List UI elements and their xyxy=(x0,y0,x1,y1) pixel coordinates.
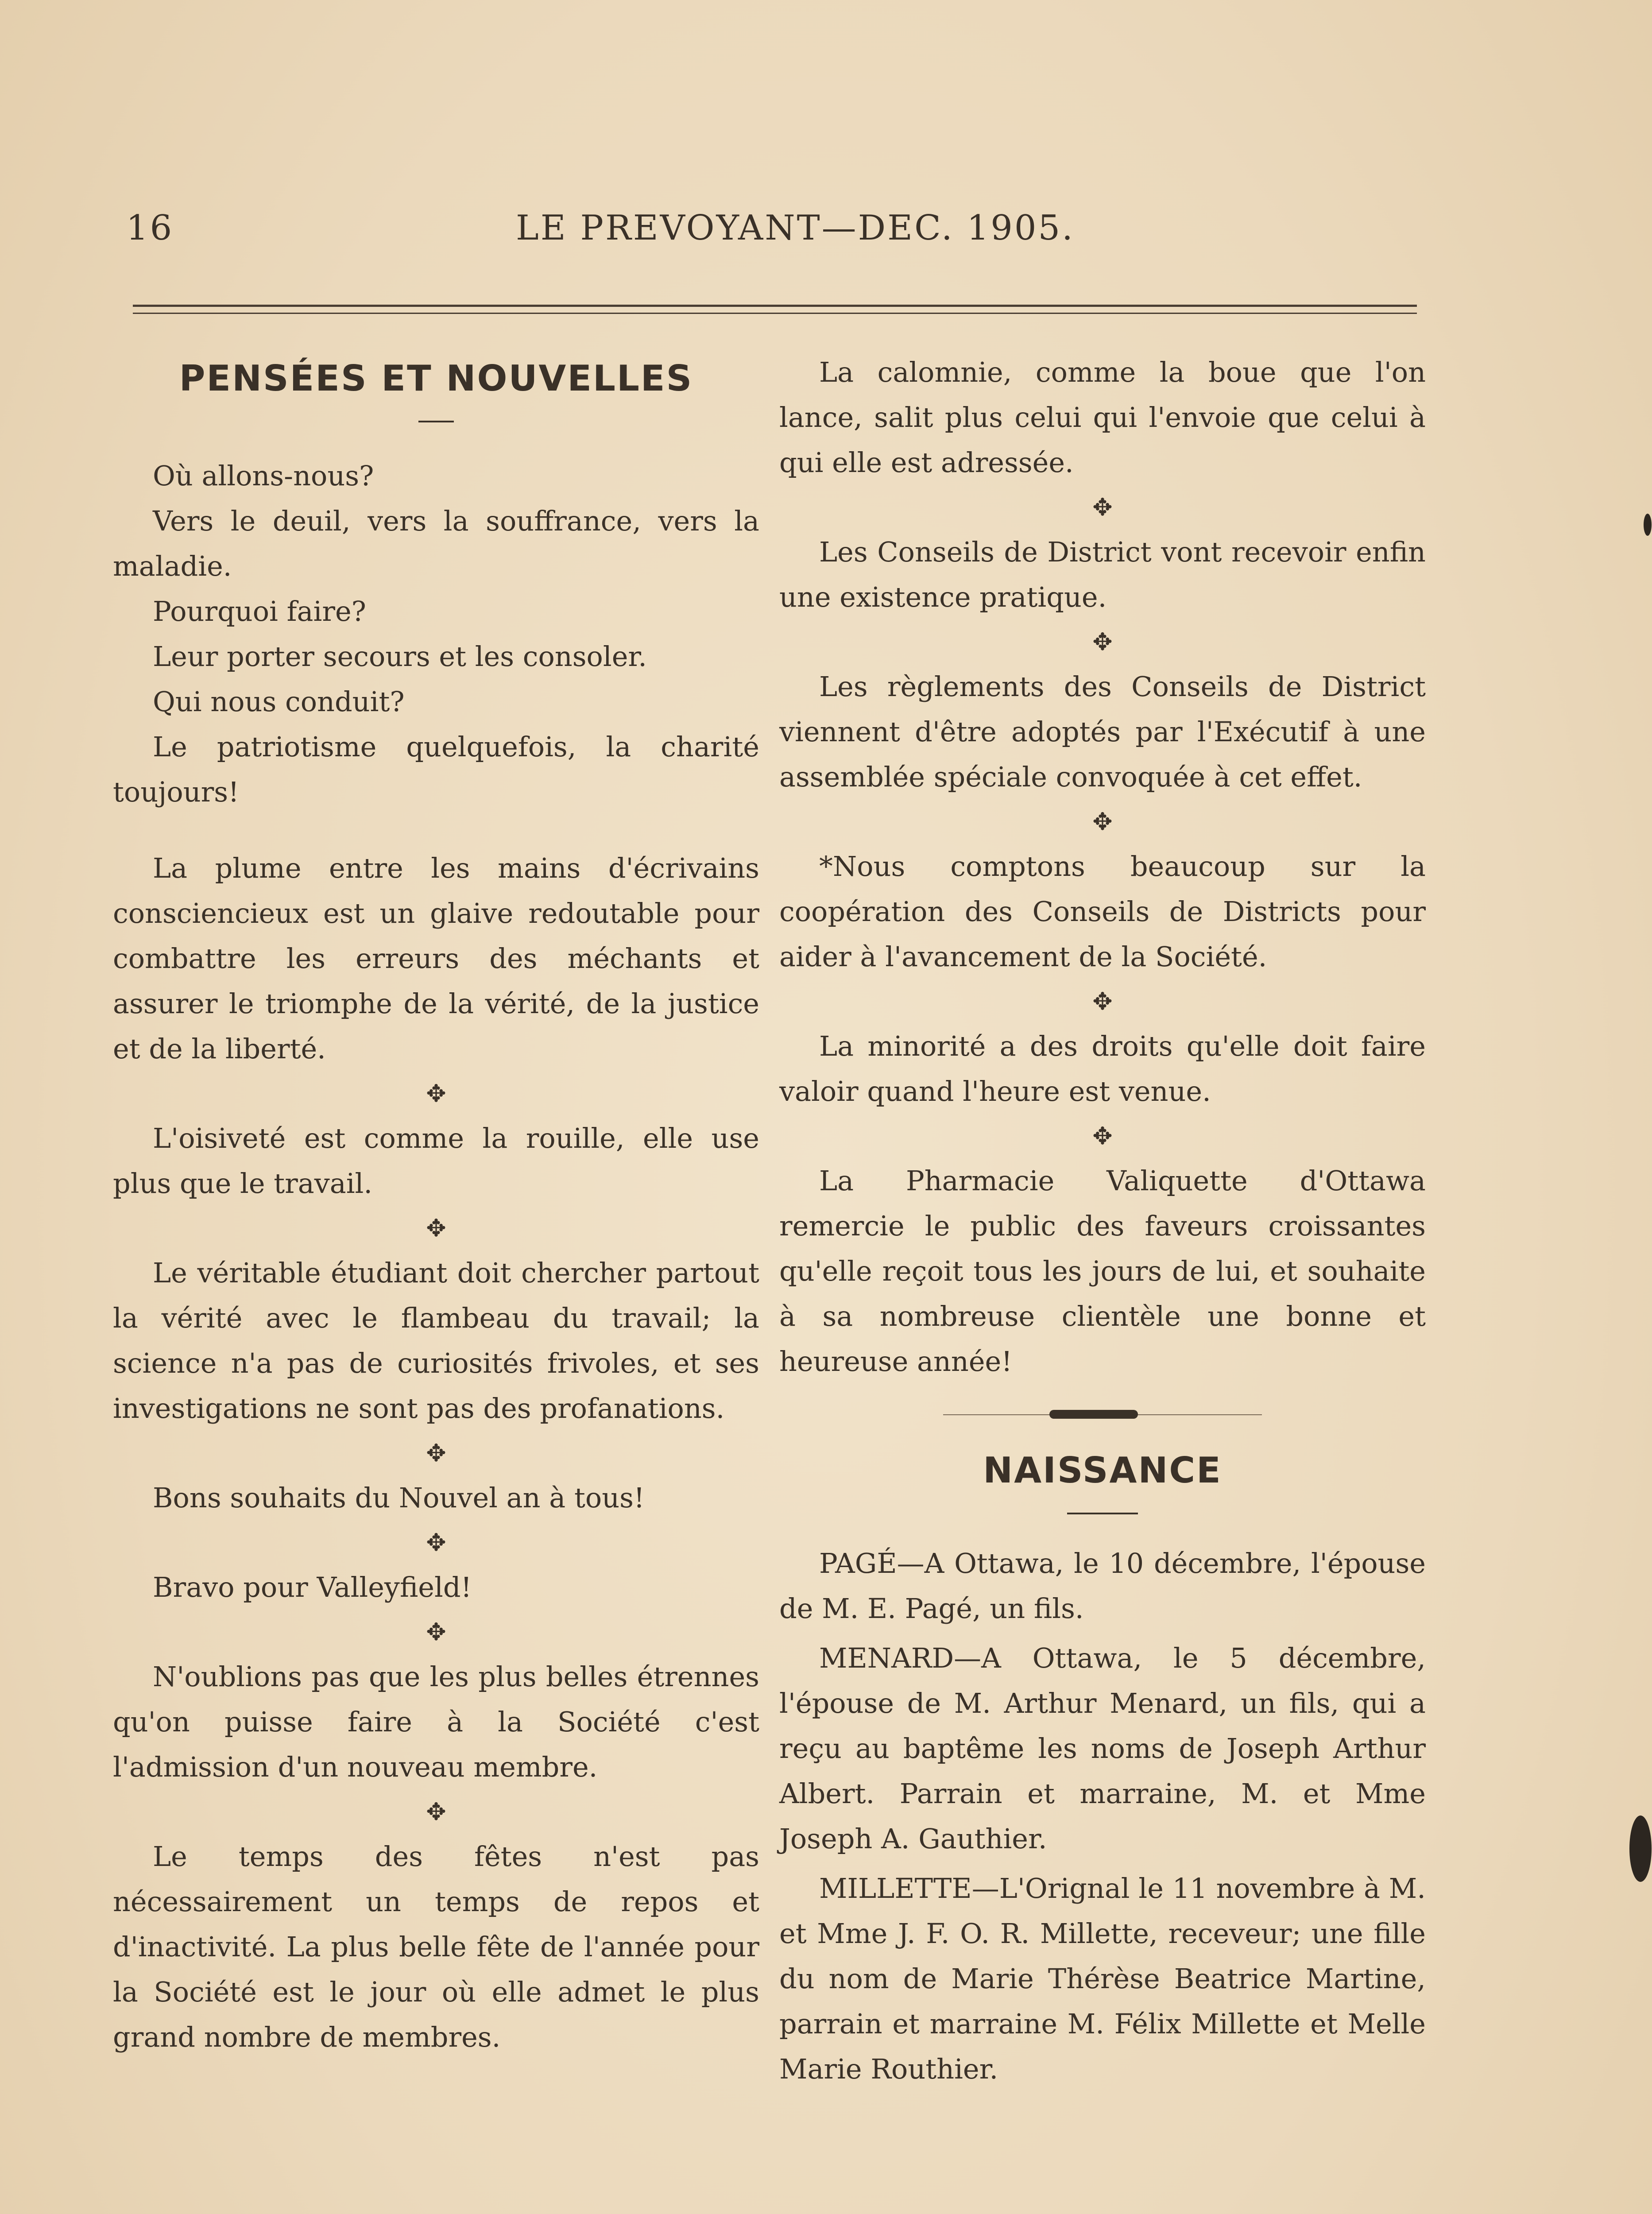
paragraph: Le temps des fêtes n'est pas nécessairement un temps de repos et d'inactivité. La plus belle fête de l'année pour la Société est le jour où elle admet le plus grand nombre de membres. xyxy=(113,1840,759,2053)
paragraph: Les Conseils de District vont recevoir enfin une existence pratique. xyxy=(779,536,1426,613)
fleuron-ornament: ✥ xyxy=(1092,987,1113,1015)
naissance-title: NAISSANCE xyxy=(983,1450,1222,1491)
dialogue-line: Vers le deuil, vers la souffrance, vers la maladie. xyxy=(113,505,759,582)
paragraph: La minorité a des droits qu'elle doit faire valoir quand l'heure est venue. xyxy=(779,1030,1426,1107)
paragraph: N'oublions pas que les plus belles étrennes qu'on puisse faire à la Société c'est l'admission d'un nouveau membre. xyxy=(113,1660,759,1783)
fleuron-ornament: ✥ xyxy=(426,1080,446,1107)
spacer xyxy=(113,815,759,846)
paper-spot xyxy=(1644,514,1652,536)
paragraph: Bons souhaits du Nouvel an à tous! xyxy=(153,1482,645,1514)
header-rule xyxy=(133,305,1417,307)
paragraph: La plume entre les mains d'écrivains consciencieux est un glaive redoutable pour combattre les erreurs des méchants et assurer le triomphe de la vérité, de la justice et de la liberté. xyxy=(113,852,759,1065)
paragraph: Le véritable étudiant doit chercher partout la vérité avec le flambeau du travail; la science n'a pas de curiosités frivoles, et ses investigations ne sont pas des profanations. xyxy=(113,1257,759,1424)
fleuron-ornament: ✥ xyxy=(1092,628,1113,656)
fleuron-ornament: ✥ xyxy=(426,1214,446,1242)
birth-notice: PAGÉ—A Ottawa, le 10 décembre, l'épouse de M. E. Pagé, un fils. xyxy=(779,1547,1426,1625)
dialogue-line: Qui nous conduit? xyxy=(153,685,405,718)
dialogue-line: Pourquoi faire? xyxy=(153,595,366,627)
fleuron-ornament: ✥ xyxy=(426,1529,446,1556)
birth-notice: MILLETTE—L'Orignal le 11 novembre à M. et Mme J. F. O. R. Millette, receveur; une fille du nom de Marie Thérèse Beatrice Martine, parrain et marraine M. Félix Millette et Melle Marie Routhier. xyxy=(779,1872,1426,2085)
fleuron-ornament: ✥ xyxy=(1092,808,1113,836)
paragraph: La Pharmacie Valiquette d'Ottawa remercie le public des faveurs croissantes qu'elle reçoit tous les jours de lui, et souhaite à sa nombreuse clientèle une bonne et heureuse année! xyxy=(779,1165,1426,1378)
fleuron-ornament: ✥ xyxy=(426,1439,446,1467)
title-dash xyxy=(418,421,454,422)
fleuron-ornament: ✥ xyxy=(426,1618,446,1646)
paper-hole xyxy=(1629,1815,1652,1882)
paragraph: L'oisiveté est comme la rouille, elle use plus que le travail. xyxy=(113,1122,759,1200)
paragraph: La calomnie, comme la boue que l'on lance, salit plus celui qui l'envoie que celui à qui elle est adressée. xyxy=(779,356,1426,479)
fleuron-ornament: ✥ xyxy=(1092,1122,1113,1150)
paragraph: Les règlements des Conseils de District viennent d'être adoptés par l'Exécutif à une assemblée spéciale convoquée à cet effet. xyxy=(779,670,1426,793)
left-column xyxy=(113,350,759,2060)
dialogue-line: Le patriotisme quelquefois, la charité toujours! xyxy=(113,731,759,808)
dialogue-line: Leur porter secours et les consoler. xyxy=(153,640,647,673)
birth-notice: MENARD—A Ottawa, le 5 décembre, l'épouse de M. Arthur Menard, un fils, qui a reçu au baptême les noms de Joseph Arthur Albert. Parrain et marraine, M. et Mme Joseph A. Gauthier. xyxy=(779,1642,1426,1855)
running-head xyxy=(126,208,1074,261)
fleuron-ornament: ✥ xyxy=(1092,493,1113,521)
title-dash xyxy=(1067,1513,1138,1514)
header-rule-thin xyxy=(133,313,1417,314)
paragraph: *Nous comptons beaucoup sur la coopération des Conseils de Districts pour aider à l'avancement de la Société. xyxy=(779,850,1426,973)
page-number: 16 xyxy=(126,208,174,248)
dialogue-line: Où allons-nous? xyxy=(153,460,374,492)
right-column xyxy=(779,350,1426,2096)
section-title: PENSÉES ET NOUVELLES xyxy=(179,358,693,399)
fleuron-ornament: ✥ xyxy=(426,1798,446,1826)
divider-ornament xyxy=(1049,1410,1138,1419)
section-divider xyxy=(943,1402,1262,1428)
publication-title: LE PREVOYANT—DEC. 1905. xyxy=(516,208,1075,248)
paragraph: Bravo pour Valleyfield! xyxy=(153,1571,472,1603)
